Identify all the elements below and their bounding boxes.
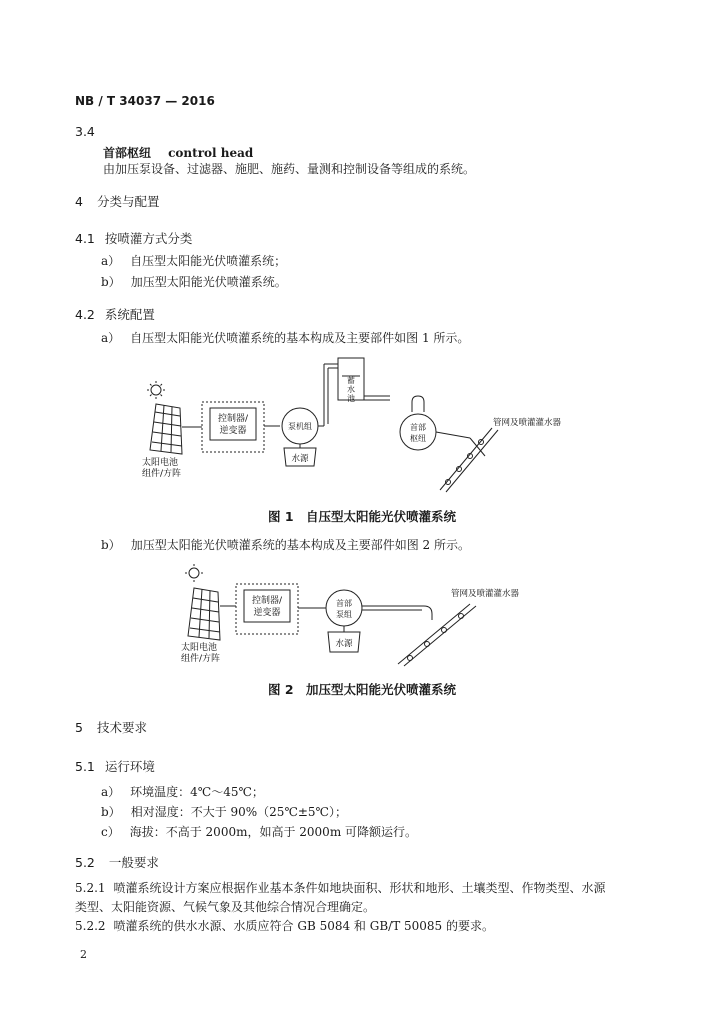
clause-5-2-title: 一般要求 — [108, 855, 159, 870]
list-item: c） 海拔：不高于 2000m，如高于 2000m 可降额运行。 — [101, 825, 418, 839]
clause-4-2-heading — [75, 305, 155, 323]
pipe-network-icon — [362, 604, 476, 666]
list-item: b） 加压型太阳能光伏喷灌系统。 — [101, 275, 287, 289]
clause-5-2-2: 5.2.2 喷灌系统的供水水源、水质应符合 GB 5084 和 GB/T 50085 的要求。 — [75, 919, 495, 933]
fig2-pipe-label: 管网及喷灌灌水器 — [451, 589, 520, 599]
figure-2-diagram — [176, 560, 596, 672]
clause-5-2-1-line-2: 类型、太阳能资源、气候气象及其他综合情况合理确定。 — [75, 900, 376, 914]
clause-3-4-definition: 由加压泵设备、过滤器、施肥、施药、量测和控制设备等组成的系统。 — [103, 162, 476, 176]
fig2-head-label-2: 泵组 — [336, 610, 352, 619]
fig2-water-label: 水源 — [335, 639, 353, 649]
head-pump-icon — [326, 590, 362, 626]
fig1-tank-label-1: 蓄 — [347, 376, 355, 385]
fig1-pipe-label: 管网及喷灌灌水器 — [493, 418, 562, 428]
fig1-head-label-2: 枢纽 — [410, 434, 426, 443]
sun-icon — [147, 381, 165, 399]
clause-3-4-term — [103, 142, 253, 161]
list-item: b） 相对湿度：不大于 90%（25℃±5℃）； — [101, 805, 347, 819]
term-chinese: 首部枢纽 — [103, 146, 152, 160]
list-item: a） 自压型太阳能光伏喷灌系统； — [101, 254, 287, 268]
figure-1-diagram — [140, 352, 600, 502]
fig1-water-label: 水源 — [291, 454, 309, 464]
clause-5-1-number: 5.1 — [75, 759, 95, 774]
clause-4-2-title: 系统配置 — [104, 307, 155, 322]
fig1-controller-label-2: 逆变器 — [219, 426, 247, 436]
clause-5-1-heading — [75, 757, 155, 775]
sun-icon — [185, 564, 203, 582]
section-4-title: 分类与配置 — [96, 194, 160, 209]
clause-4-2-number: 4.2 — [75, 307, 95, 322]
clause-4-1-heading — [75, 229, 192, 247]
clause-5-2-1-number: 5.2.1 — [75, 881, 106, 895]
fig1-panel-label-2: 组件/方阵 — [142, 469, 182, 479]
standard-number: NB / T 34037 — 2016 — [75, 94, 215, 108]
clause-5-2-2-number: 5.2.2 — [75, 919, 106, 933]
page-number: 2 — [80, 948, 87, 961]
fig2-controller-label-2: 逆变器 — [253, 608, 281, 618]
pipe-network-icon — [436, 428, 498, 492]
term-english: control head — [168, 146, 254, 160]
fig2-panel-label-2: 组件/方阵 — [181, 654, 221, 664]
clause-4-1-title: 按喷灌方式分类 — [104, 231, 193, 246]
fig1-controller-label-1: 控制器/ — [217, 414, 249, 424]
figure-2-caption: 图 2 加压型太阳能光伏喷灌系统 — [267, 682, 457, 697]
section-5-number: 5 — [75, 720, 83, 735]
clause-5-1-title: 运行环境 — [104, 759, 155, 774]
figure-1-caption: 图 1 自压型太阳能光伏喷灌系统 — [267, 509, 457, 524]
list-item: a） 自压型太阳能光伏喷灌系统的基本构成及主要部件如图 1 所示。 — [101, 331, 470, 345]
clause-4-1-number: 4.1 — [75, 231, 95, 246]
fig1-head-label-1: 首部 — [410, 423, 426, 432]
fig2-panel-label-1: 太阳电池 — [181, 643, 218, 653]
supply-pipe — [364, 396, 390, 400]
section-5-heading — [75, 718, 147, 736]
fig2-head-label-1: 首部 — [336, 599, 352, 608]
clause-5-2-1-line-1: 5.2.1 喷灌系统设计方案应根据作业基本条件如地块面积、形状和地形、土壤类型、作物类型、水源 — [75, 881, 606, 895]
solar-panel-icon — [188, 588, 236, 640]
section-4-number: 4 — [75, 194, 83, 209]
clause-5-2-heading — [75, 853, 159, 871]
list-item: b） 加压型太阳能光伏喷灌系统的基本构成及主要部件如图 2 所示。 — [101, 538, 470, 552]
fig1-pump-label: 泵机组 — [288, 422, 312, 431]
solar-panel-icon — [150, 404, 202, 454]
section-4-heading — [75, 192, 159, 210]
section-5-title: 技术要求 — [96, 720, 147, 735]
fig1-panel-label-1: 太阳电池 — [142, 458, 179, 468]
list-item: a） 环境温度：4℃～45℃； — [101, 785, 264, 799]
riser-pipe — [318, 364, 338, 426]
clause-5-2-number: 5.2 — [75, 855, 95, 870]
fig1-tank-label-3: 池 — [347, 394, 355, 403]
clause-3-4-number: 3.4 — [75, 124, 95, 139]
fig2-controller-label-1: 控制器/ — [251, 596, 283, 606]
fig1-tank-label-2: 水 — [347, 385, 355, 394]
